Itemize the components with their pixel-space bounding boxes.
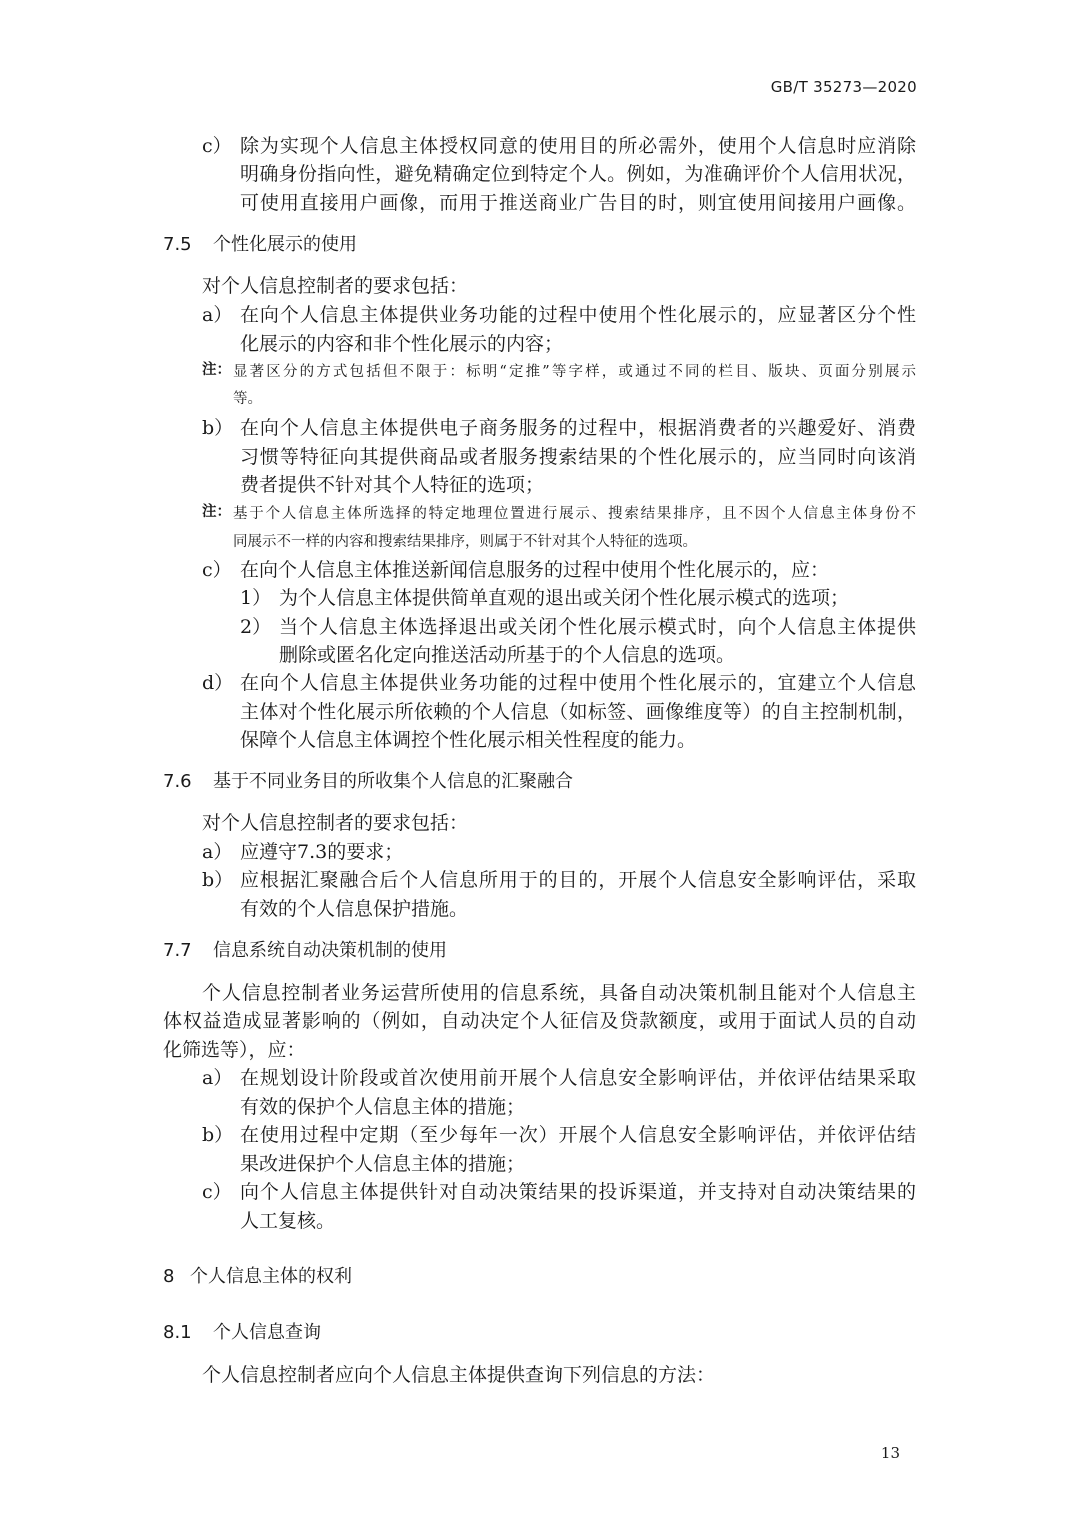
body-text-line: 有效的个人信息保护措施。 xyxy=(240,898,469,920)
section-heading-text: 8.1 xyxy=(163,1322,192,1343)
body-text-line: d） xyxy=(202,672,234,694)
body-text-line: 2） xyxy=(240,616,272,638)
body-text-line: a） xyxy=(202,304,233,326)
body-text-line: 有效的保护个人信息主体的措施； xyxy=(240,1096,526,1118)
body-text-line: 个人信息控制者业务运营所使用的信息系统，具备自动决策机制且能对个人信息主 xyxy=(202,982,917,1004)
body-text-line: 化展示的内容和非个性化展示的内容； xyxy=(240,333,564,355)
body-text-line: 应遵守7.3的要求； xyxy=(240,841,404,863)
section-heading-text: 8 xyxy=(163,1266,175,1287)
body-text-line: c） xyxy=(202,135,232,157)
section-heading-text: 个人信息主体的权利 xyxy=(190,1266,352,1287)
section-heading-text: 基于不同业务目的所收集个人信息的汇聚融合 xyxy=(213,771,573,792)
section-heading-text: 7.7 xyxy=(163,940,192,961)
body-text-line: 在使用过程中定期（至少每年一次）开展个人信息安全影响评估，并依评估结 xyxy=(240,1124,917,1146)
note-text: 显著区分的方式包括但不限于：标明“定推”等字样，或通过不同的栏目、版块、页面分别展示 xyxy=(233,364,919,380)
body-text-line: 在向个人信息主体推送新闻信息服务的过程中使用个性化展示的，应： xyxy=(240,559,830,581)
body-text-line: 应根据汇聚融合后个人信息所用于的目的，开展个人信息安全影响评估，采取 xyxy=(240,869,917,891)
body-text-line: b） xyxy=(202,417,234,439)
body-text-line: 主体对个性化展示所依赖的个人信息（如标签、画像维度等）的自主控制机制， xyxy=(240,701,917,723)
body-text-line: 对个人信息控制者的要求包括： xyxy=(202,275,469,297)
body-text-line: 对个人信息控制者的要求包括： xyxy=(202,812,469,834)
page-number: 13 xyxy=(880,1444,900,1462)
body-text-line: 费者提供不针对其个人特征的选项； xyxy=(240,474,545,496)
note-text: 基于个人信息主体所选择的特定地理位置进行展示、搜索结果排序，且不因个人信息主体身份不 xyxy=(233,506,918,522)
body-text-line: b） xyxy=(202,869,234,891)
body-text-line: 在规划设计阶段或首次使用前开展个人信息安全影响评估，并依评估结果采取 xyxy=(240,1067,917,1089)
section-heading-text: 信息系统自动决策机制的使用 xyxy=(213,940,447,961)
body-text-line: 在向个人信息主体提供业务功能的过程中使用个性化展示的，应显著区分个性 xyxy=(240,304,917,326)
body-text-line: a） xyxy=(202,841,233,863)
body-text-line: b） xyxy=(202,1124,234,1146)
body-text-line: 个人信息控制者应向个人信息主体提供查询下列信息的方法： xyxy=(202,1364,716,1386)
body-text-line: c） xyxy=(202,1181,232,1203)
body-text-line: 人工复核。 xyxy=(240,1210,336,1232)
body-text-line: 明确身份指向性，避免精确定位到特定个人。例如，为准确评价个人信用状况， xyxy=(240,163,917,185)
note-text: 同展示不一样的内容和搜索结果排序，则属于不针对其个人特征的选项。 xyxy=(233,534,697,550)
body-text-line: c） xyxy=(202,559,232,581)
note-text: 等。 xyxy=(233,391,262,407)
section-heading-text: 个性化展示的使用 xyxy=(213,234,357,255)
body-text-line: 在向个人信息主体提供业务功能的过程中使用个性化展示的，宜建立个人信息 xyxy=(240,672,917,694)
body-text-line: a） xyxy=(202,1067,233,1089)
note-label: 注： xyxy=(202,504,231,520)
section-heading-text: 个人信息查询 xyxy=(213,1322,321,1343)
body-text-line: 保障个人信息主体调控个性化展示相关性程度的能力。 xyxy=(240,729,697,751)
body-text-line: 化筛选等），应： xyxy=(163,1039,306,1061)
section-heading-text: 7.5 xyxy=(163,234,192,255)
body-text-line: 体权益造成显著影响的（例如，自动决定个人征信及贷款额度，或用于面试人员的自动 xyxy=(163,1010,917,1032)
body-text-line: 习惯等特征向其提供商品或者服务搜索结果的个性化展示的，应当同时向该消 xyxy=(240,446,917,468)
body-text-line: 删除或匿名化定向推送活动所基于的个人信息的选项。 xyxy=(279,644,736,666)
body-text-line: 向个人信息主体提供针对自动决策结果的投诉渠道，并支持对自动决策结果的 xyxy=(240,1181,917,1203)
body-text-line: 1） xyxy=(240,587,272,609)
section-heading-text: 7.6 xyxy=(163,771,192,792)
body-text-line: 可使用直接用户画像，而用于推送商业广告目的时，则宜使用间接用户画像。 xyxy=(240,192,917,214)
body-text-line: 为个人信息主体提供简单直观的退出或关闭个性化展示模式的选项； xyxy=(279,587,850,609)
body-text-line: 果改进保护个人信息主体的措施； xyxy=(240,1153,526,1175)
document-number: GB/T 35273—2020 xyxy=(770,78,917,96)
note-label: 注： xyxy=(202,362,231,378)
body-text-line: 在向个人信息主体提供电子商务服务的过程中，根据消费者的兴趣爱好、消费 xyxy=(240,417,917,439)
body-text-line: 除为实现个人信息主体授权同意的使用目的所必需外，使用个人信息时应消除 xyxy=(240,135,917,157)
body-text-line: 当个人信息主体选择退出或关闭个性化展示模式时，向个人信息主体提供 xyxy=(279,616,917,638)
